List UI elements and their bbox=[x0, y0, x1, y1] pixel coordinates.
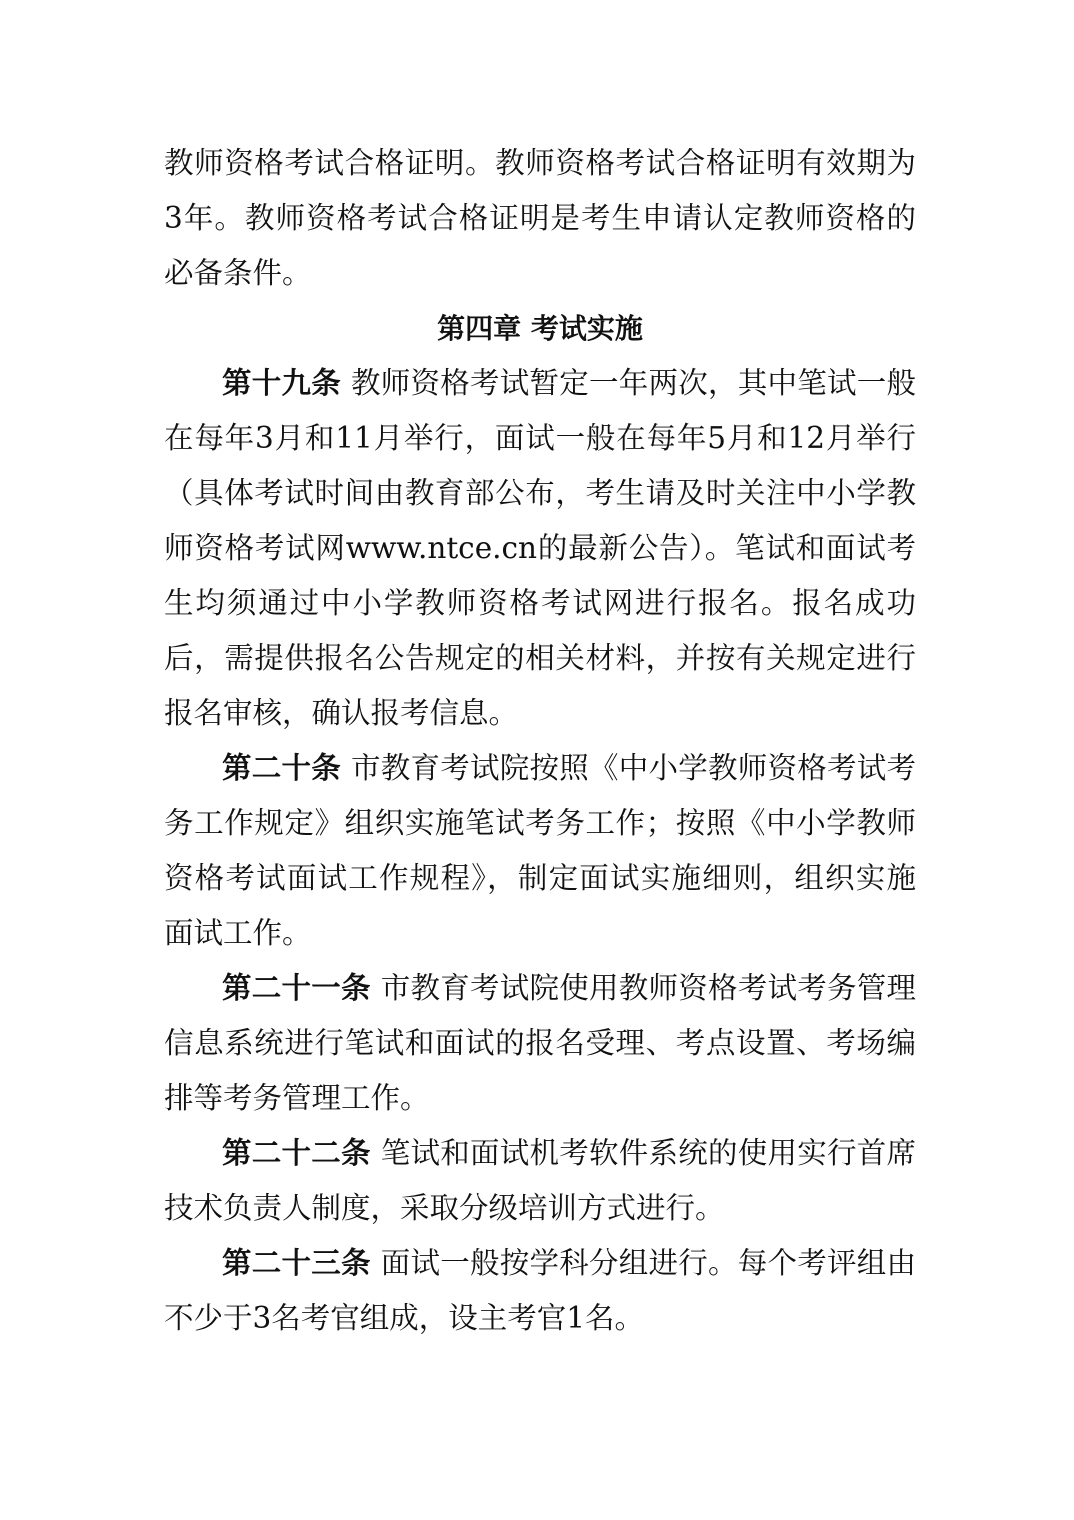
chapter-heading: 第四章 考试实施 bbox=[437, 312, 643, 345]
article-text: 笔试和面试机考软件系统的使用实行首席技术负责人制度，采取分级培训方式进行。 bbox=[164, 1136, 916, 1225]
article-22 bbox=[164, 1126, 916, 1236]
article-text: 市教育考试院使用教师资格考试考务管理信息系统进行笔试和面试的报名受理、考点设置、考场编排等考务管理工作。 bbox=[164, 971, 916, 1115]
article-title: 第二十一条 bbox=[222, 971, 371, 1005]
paragraph-text: 教师资格考试合格证明。教师资格考试合格证明有效期为3年。教师资格考试合格证明是考生申请认定教师资格的必备条件。 bbox=[164, 146, 916, 290]
article-title: 第二十条 bbox=[222, 751, 341, 785]
article-title: 第二十三条 bbox=[222, 1246, 371, 1280]
article-title: 第十九条 bbox=[222, 366, 341, 400]
article-20 bbox=[164, 741, 916, 961]
article-19 bbox=[164, 356, 916, 741]
article-title: 第二十二条 bbox=[222, 1136, 371, 1170]
article-23 bbox=[164, 1236, 916, 1346]
article-21 bbox=[164, 961, 916, 1126]
article-text: 市教育考试院按照《中小学教师资格考试考务工作规定》组织实施笔试考务工作；按照《中小学教师资格考试面试工作规程》，制定面试实施细则，组织实施面试工作。 bbox=[164, 751, 916, 950]
continuation-paragraph bbox=[164, 136, 916, 301]
article-text: 面试一般按学科分组进行。每个考评组由不少于3名考官组成，设主考官1名。 bbox=[164, 1246, 916, 1335]
article-text: 教师资格考试暂定一年两次，其中笔试一般在每年3月和11月举行，面试一般在每年5月和12月举行（具体考试时间由教育部公布，考生请及时关注中小学教师资格考试网www.ntce.cn的最新公告）。笔试和面试考生均须通过中小学教师资格考试网进行报名。报名成功后，需提供报名公告规定的相关材料，并按有关规定进行报名审核，确认报考信息。 bbox=[164, 366, 916, 730]
document-page bbox=[164, 136, 916, 1346]
